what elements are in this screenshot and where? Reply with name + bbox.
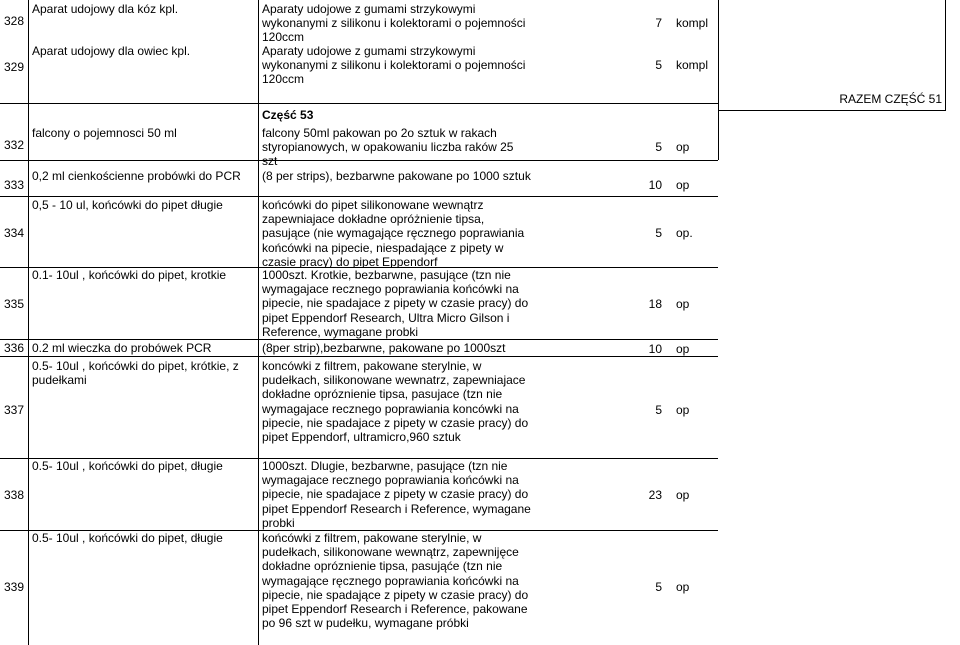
item-description: końcówki z filtrem, pakowane sterylnie, w pudełkach, silikonowane wewnątrz, zapewnijęce dokładne opróznienie tipsa, pasująće (tzn nie wymagające ręcznego poprawiania końcówki na pipecie, nie spadające z pipety w czasie pracy) do pipet Eppendorf Research i Reference, pakowane po 96 szt w pudełku, wymagane próbki [262, 531, 529, 631]
row-number: 333 [4, 178, 25, 192]
row-number: 332 [4, 138, 25, 152]
item-unit: op. [676, 226, 693, 240]
row-divider [0, 356, 718, 357]
row-number: 334 [4, 226, 25, 240]
row-divider [0, 196, 718, 197]
item-unit: op [676, 140, 690, 154]
item-name: 0.5- 10ul , końcówki do pipet, krótkie, z pudełkami [32, 359, 239, 387]
item-unit: op [676, 403, 690, 417]
item-description: końcówki do pipet silikonowane wewnątrz zapewniajace dokładne opróżnienie tipsa, pasujące (nie wymagające ręcznego poprawiania końcówki na pipecie, niespadające z pipety w czasie pracy) do pipet Eppendorf [262, 198, 525, 268]
item-description: (8per strip),bezbarwne, pakowane po 1000szt [262, 341, 506, 355]
row-number: 335 [4, 297, 25, 311]
row-number: 337 [4, 403, 25, 417]
item-description: koncówki z filtrem, pakowane sterylnie, w pudełkach, silikonowane wewnatrz, zapewniajace dokładne opróznienie tipsa, pasujace (tzn nie wymagajace recznego poprawiania koncówki na pipecie, nie spadajace z pipety w czasie pracy) do pipet Eppendorf, ultramicro,960 sztuk [262, 359, 529, 445]
item-quantity: 5 [655, 580, 662, 594]
item-name: 0.2 ml wieczka do probówek PCR [32, 341, 212, 355]
row-number: 328 [4, 14, 25, 28]
item-unit: op [676, 488, 690, 502]
item-quantity: 5 [655, 403, 662, 417]
item-unit: op [676, 178, 690, 192]
item-quantity: 10 [648, 178, 662, 192]
row-divider [0, 339, 718, 340]
item-unit: kompl [676, 58, 709, 72]
row-number: 336 [4, 341, 25, 355]
item-unit: kompl [676, 16, 709, 30]
item-unit: op [676, 580, 690, 594]
item-name: 0.1- 10ul , końcówki do pipet, krotkie [32, 268, 227, 282]
item-description: 1000szt. Dlugie, bezbarwne, pasujące (tzn nie wymagajace recznego poprawiania końcówki na pipecie, nie spadajace z pipety w czasie pracy) do pipet Eppendorf Research i Reference, wymagane probki [262, 459, 531, 530]
row-divider [718, 110, 946, 111]
row-number: 329 [4, 60, 25, 74]
item-description: Aparaty udojowe z gumami strzykowymi wykonanymi z silikonu i kolektorami o pojemności 120ccm [262, 2, 526, 44]
item-quantity: 5 [655, 226, 662, 240]
item-name: falcony o pojemnosci 50 ml [32, 126, 177, 140]
col-divider [258, 0, 259, 645]
item-name: Aparat udojowy dla owiec kpl. [32, 44, 191, 58]
section-total-label: RAZEM CZĘŚĆ 51 [839, 92, 942, 106]
item-name: Aparat udojowy dla kóz kpl. [32, 2, 179, 16]
col-divider [28, 0, 29, 645]
item-unit: op [676, 342, 690, 356]
row-divider [0, 103, 718, 104]
item-quantity: 10 [648, 342, 662, 356]
item-quantity: 5 [655, 58, 662, 72]
item-description: 1000szt. Krotkie, bezbarwne, pasujące (tzn nie wymagajace recznego poprawiania końcówki na pipecie, nie spadajace z pipety w czasie pracy) do pipet Eppendorf Research, Ultra Micro Gilson i Reference, wymagane probki [262, 268, 529, 339]
item-description: (8 per strips), bezbarwne pakowane po 1000 sztuk [262, 169, 531, 183]
item-name: 0.5- 10ul , końcówki do pipet, długie [32, 459, 223, 473]
item-name: 0.5- 10ul , końcówki do pipet, długie [32, 531, 223, 545]
item-quantity: 7 [655, 16, 662, 30]
row-number: 338 [4, 488, 25, 502]
section-title: Część 53 [262, 108, 314, 122]
item-quantity: 18 [648, 297, 662, 311]
item-description: Aparaty udojowe z gumami strzykowymi wykonanymi z silikonu i kolektorami o pojemności 120ccm [262, 44, 526, 86]
row-number: 339 [4, 580, 25, 594]
item-quantity: 5 [655, 140, 662, 154]
item-quantity: 23 [648, 488, 662, 502]
item-unit: op [676, 297, 690, 311]
item-name: 0,2 ml cienkościenne probówki do PCR [32, 169, 241, 183]
item-name: 0,5 - 10 ul, końcówki do pipet długie [32, 198, 223, 212]
item-description: falcony 50ml pakowan po 2o sztuk w rakach styropianowych, w opakowaniu liczba raków 25 szt [262, 126, 514, 168]
col-divider [945, 0, 946, 110]
